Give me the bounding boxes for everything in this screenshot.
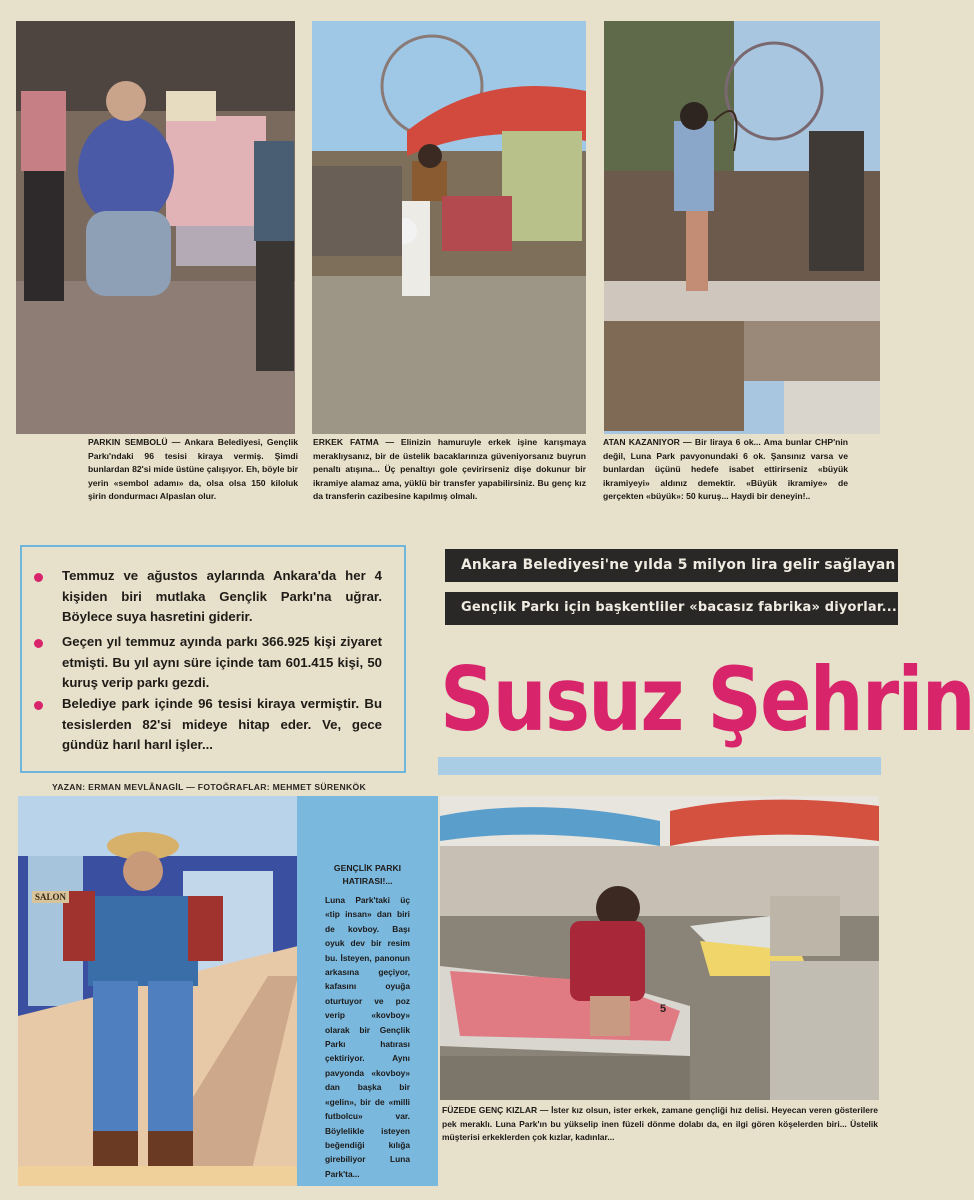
cowboy-panel-title: GENÇLİK PARKI HATIRASI!... [333,863,402,886]
photo-rocket-ride [440,796,879,1100]
photo-archery-girl [604,21,880,434]
caption-rocket-ride-text: İster kız olsun, ister erkek, zamane gençliği hız delisi. Heyecan veren gösterilere pek meraklı. Luna Park'ın bu yükselip inen füzeli dönme dolabı da, en ilgi gören köşelerden biri... Üstelik müşterisi erkeklerden çok kızlar, kadınlar... [442,1105,878,1142]
caption-photo-2-head: ERKEK FATMA — [313,437,395,447]
caption-rocket-ride [442,1104,878,1145]
fact-2: Geçen yıl temmuz ayında parkı 366.925 kişi ziyaret etmişti. Bu yıl aynı süre içinde tam 601.415 kişi, 50 kuruş verip parkı gezdi. [62,634,382,690]
headline: Susuz Şehrin [440,648,974,751]
bullet-dot-icon [34,639,43,648]
caption-photo-3-head: ATAN KAZANIYOR — [603,437,692,447]
caption-photo-1 [88,436,298,504]
saloon-sign: SALON [32,891,69,903]
ride-car-number: 5 [660,1003,667,1015]
banner-line-1: Ankara Belediyesi'ne yılda 5 milyon lira gelir sağlayan [445,549,898,582]
bullet-dot-icon [34,573,43,582]
fact-1: Temmuz ve ağustos aylarında Ankara'da her 4 kişiden biri mutlaka Gençlik Parkı'na uğrar. Böylece suya hasretini giderir. [62,568,382,624]
photo-cowboy-board [18,796,298,1186]
caption-photo-2 [313,436,586,504]
caption-rocket-ride-head: FÜZEDE GENÇ KIZLAR — [442,1105,549,1115]
cowboy-panel-text: Luna Park'taki üç «tip insan» dan biri de kovboy. Başı oyuk dev bir resim bu. İsteyen, panonun arkasına geçiyor, kafasını oyuğa oturtuyor ve poz verip «kovboy» olarak bir Gençlik Parkı hatırası çektiriyor. Aynı pavyonda «kovboy» dan başka bir «gelin», bir de «milli futbolcu» var. Böylelikle isteyen beğendiği kılığa girebiliyor Luna Park'ta... [325,895,410,1179]
fact-3: Belediye park içinde 96 tesisi kiraya vermiştir. Bu tesislerden 82'si mideye hitap eder. Ve, gece gündüz harıl harıl işler... [62,696,382,752]
caption-photo-3 [603,436,848,504]
bullet-dot-icon [34,701,43,710]
banner-line-2: Gençlik Parkı için başkentliler «bacasız fabrika» diyorlar... [445,592,898,625]
caption-photo-2-text: Elinizin hamuruyle erkek işine karışmaya meraklıysanız, bir de üstelik bacaklarınıza güveniyorsanız buyrun penaltı atışına... Üç penaltıyı gole çevirirseniz dişe dokunur bir ikramiye alamaz ama, yüklü bir transfer yapabilirsiniz. Bu genç kız da transferin cazibesine kapılmış olmalı. [313,437,587,501]
caption-photo-1-head: PARKIN SEMBOLÜ — [88,437,181,447]
caption-photo-1-text: Ankara Belediyesi, Gençlik Parkı'ndaki 96 tesisi kiraya vermiş. Şimdi bunlardan 82'si mide üstüne çalışıyor. Eh, böyle bir yerin «sembol adamı» da, olsa olsa 150 kiloluk şirin dondurmacı Alpaslan olur. [88,437,298,501]
photo-football-girl [312,21,586,434]
headline-underline [438,757,881,775]
caption-photo-3-text: Bir liraya 6 ok... Ama bunlar CHP'nin değil, Luna Park pavyonundaki 6 ok. Şansınız varsa ve bunlardan üçünü hedefe isabet ettirirseniz «büyük ikramiyeyi» aldınız demektir. «Büyük ikramiye» de gerçekten «büyük»: 50 kuruş... Haydi bir deneyin!.. [603,437,849,501]
photo-park-symbol [16,21,295,434]
byline: YAZAN: ERMAN MEVLÂNAGİL — FOTOĞRAFLAR: MEHMET SÜRENKÖK [52,782,366,792]
